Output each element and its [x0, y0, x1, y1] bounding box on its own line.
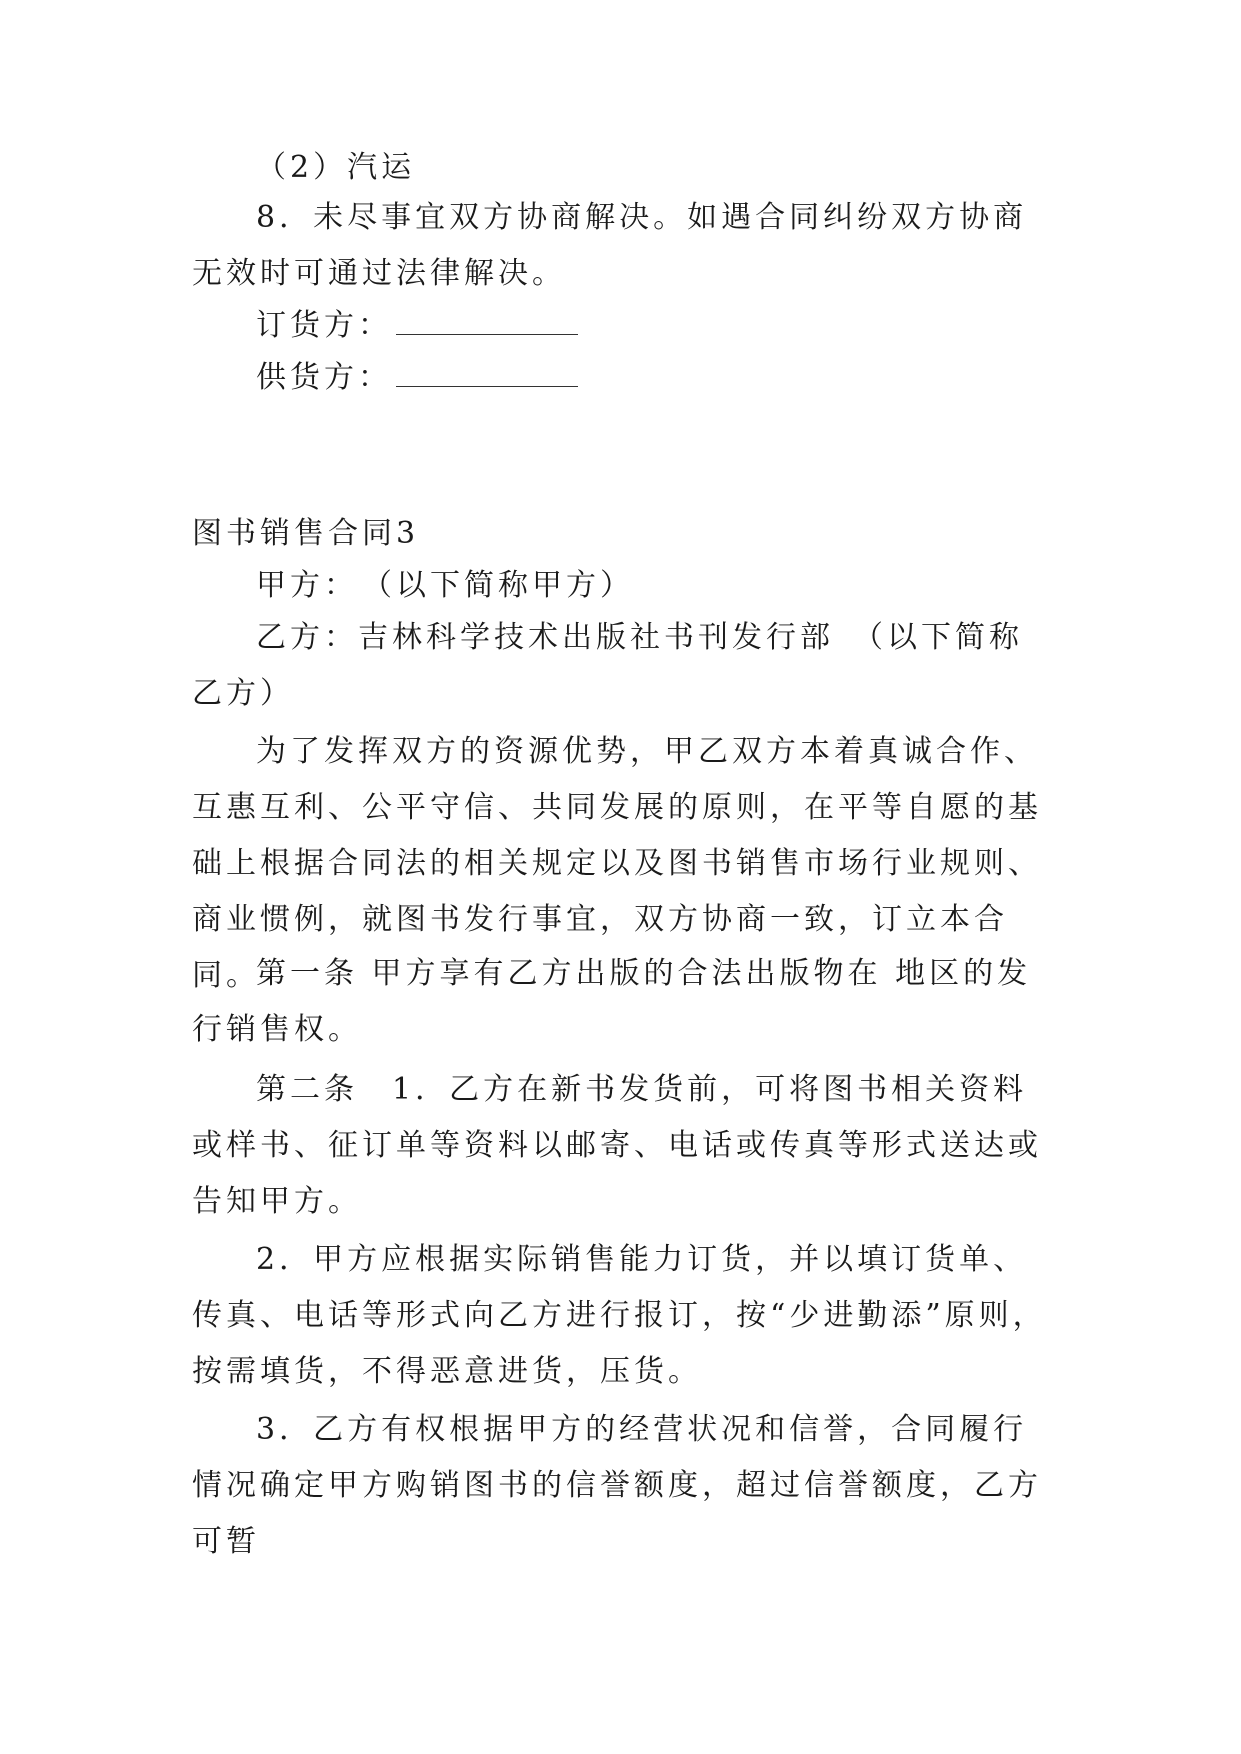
- item-8-paragraph: 8．未尽事宜双方协商解决。如遇合同纠纷双方协商无效时可通过法律解决。: [192, 200, 1028, 291]
- article-2-item-1-paragraph: 第二条 1．乙方在新书发货前，可将图书相关资料或样书、征订单等资料以邮寄、电话或传真等形式送达或告知甲方。: [192, 1072, 1042, 1219]
- preamble-paragraph: 为了发挥双方的资源优势，甲乙双方本着真诚合作、互惠互利、公平守信、共同发展的原则，在平等自愿的基础上根据合同法的相关规定以及图书销售市场行业规则、商业惯例，就图书发行事宜，双方协商一致，订立本合同。: [192, 734, 1042, 993]
- supplier-label: 供货方：: [256, 360, 392, 395]
- contract-3-title: 图书销售合同3: [192, 516, 420, 551]
- article-1-paragraph: 第一条 甲方享有乙方出版的合法出版物在 地区的发行销售权。: [192, 956, 1032, 1047]
- party-b-paragraph: 乙方：吉林科学技术出版社书刊发行部 （以下简称乙方）: [192, 620, 1023, 711]
- orderer-label: 订货方：: [256, 308, 392, 343]
- supplier-blank: [396, 360, 578, 387]
- orderer-signature-line: [256, 298, 578, 354]
- item-2-transport: （2）汽运: [256, 150, 416, 185]
- orderer-blank: [396, 308, 578, 335]
- supplier-signature-line: [256, 350, 578, 406]
- article-2-item-3-paragraph: 3．乙方有权根据甲方的经营状况和信誉，合同履行情况确定甲方购销图书的信誉额度，超过信誉额度，乙方可暂: [192, 1412, 1042, 1559]
- article-2-item-2-paragraph: 2．甲方应根据实际销售能力订货，并以填订货单、传真、电话等形式向乙方进行报订，按“少进勤添”原则，按需填货，不得恶意进货，压货。: [192, 1242, 1047, 1389]
- party-a-line: 甲方： （以下简称甲方）: [256, 568, 634, 603]
